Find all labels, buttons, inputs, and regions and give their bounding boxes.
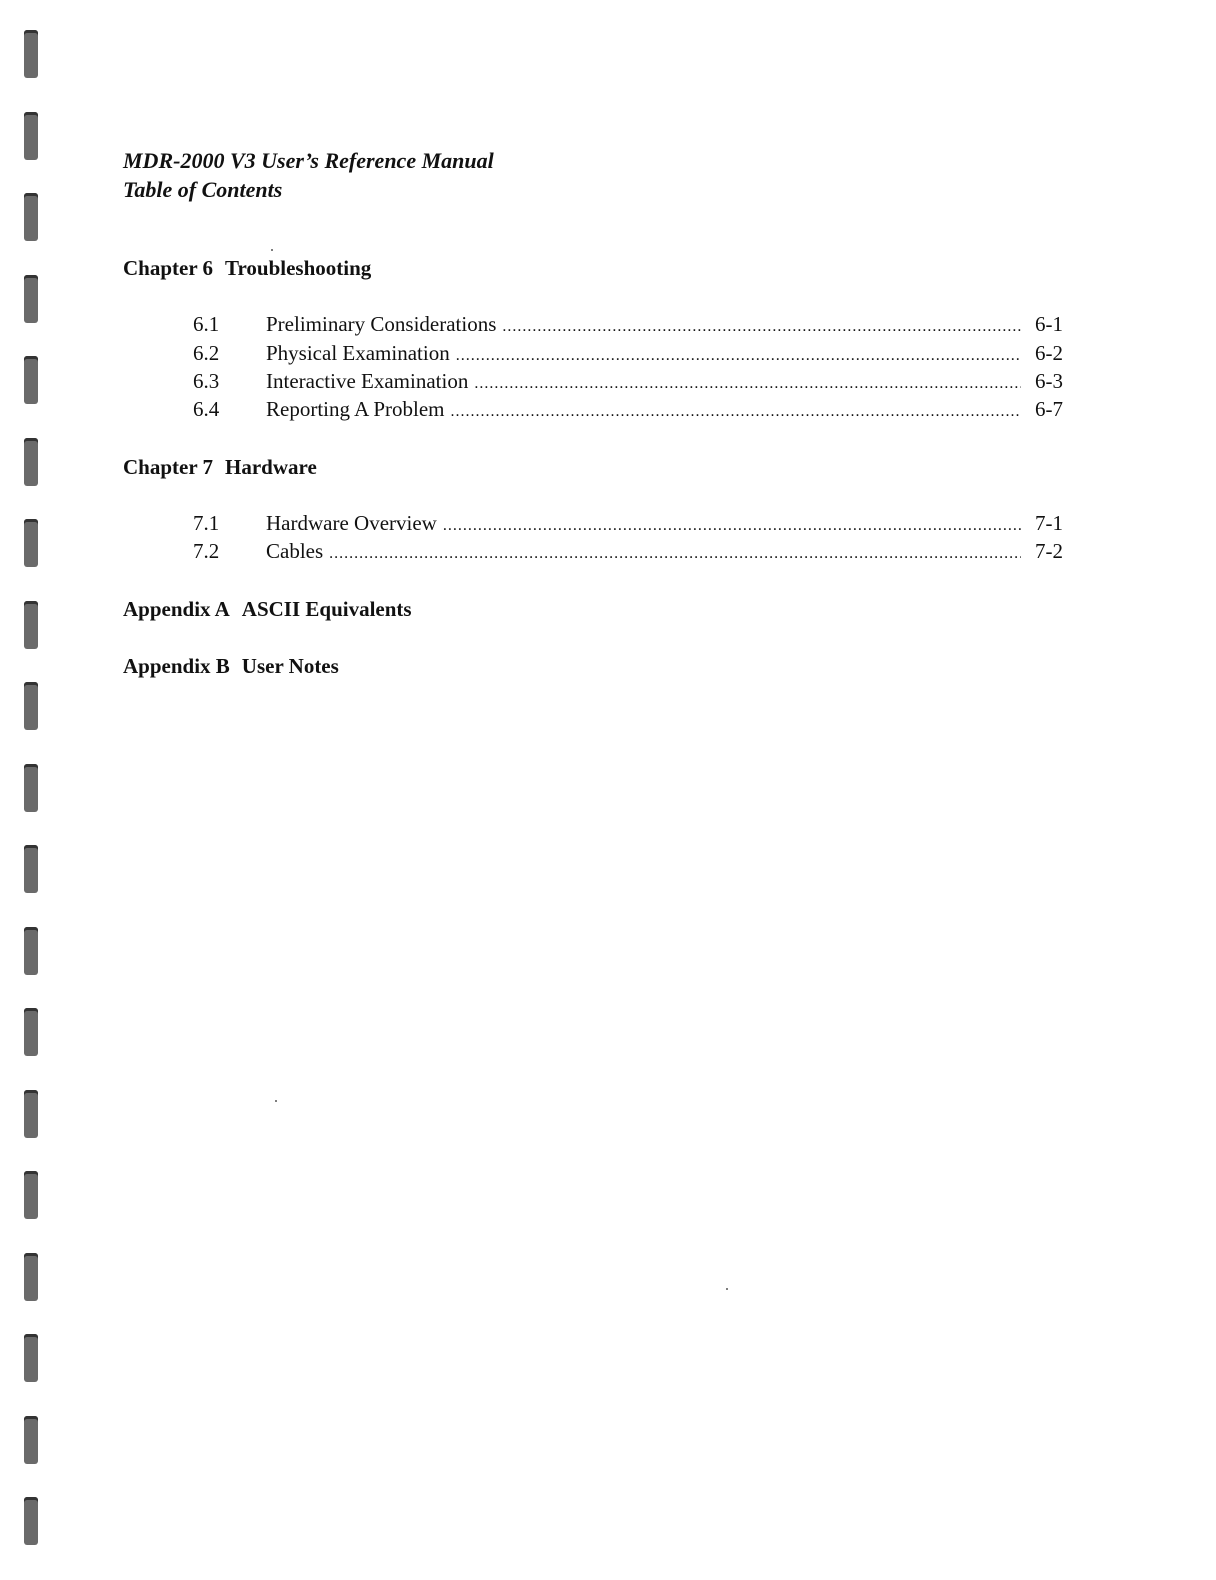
toc-title: Table of Contents [123,177,283,202]
binding-hole [24,1008,38,1056]
page-number: 6-3 [1035,369,1063,393]
binding-hole [24,1171,38,1219]
binding-hole [24,1334,38,1382]
page-number: 6-7 [1035,397,1063,421]
section-title: Cables [266,539,324,563]
binding-hole [24,764,38,812]
appendix-title: ASCII Equivalents [241,597,412,621]
binding-hole [24,1253,38,1301]
scan-speck [726,1288,728,1290]
section-title: Preliminary Considerations [266,312,497,336]
binding-hole [24,275,38,323]
toc-entry[interactable] [193,341,1063,369]
section-title: Interactive Examination [266,369,469,393]
section-title: Reporting A Problem [266,397,445,421]
binding-hole [24,927,38,975]
dot-leader [329,545,1021,563]
binding-hole [24,1090,38,1138]
toc-entry[interactable] [193,511,1063,539]
section-title: Hardware Overview [266,511,437,535]
appendix-title: User Notes [241,654,339,678]
binding-hole [24,845,38,893]
section-number: 7.1 [193,511,220,535]
dot-leader [474,375,1021,393]
chapter-label: Chapter 7 [123,455,214,479]
binding-hole [24,682,38,730]
toc-entry[interactable] [193,539,1063,567]
binding-hole [24,601,38,649]
binding-hole [24,193,38,241]
section-title: Physical Examination [266,341,450,365]
dot-leader [456,347,1021,365]
appendix-heading [123,654,339,679]
document-header [123,146,494,204]
section-number: 6.3 [193,369,220,393]
scan-speck [275,1100,277,1102]
binding-hole [24,1416,38,1464]
appendix-heading [123,597,412,622]
binding-hole [24,30,38,78]
toc-entry[interactable] [193,397,1063,425]
appendix-label: Appendix B [123,654,230,678]
toc-entry[interactable] [193,312,1063,340]
chapter-heading [123,256,371,281]
dot-leader [502,318,1021,336]
section-number: 6.2 [193,341,220,365]
appendix-label: Appendix A [123,597,230,621]
chapter-title: Troubleshooting [225,256,372,280]
dot-leader [451,403,1022,421]
scan-speck [271,249,273,251]
dot-leader [443,517,1021,535]
chapter-label: Chapter 6 [123,256,214,280]
section-number: 7.2 [193,539,220,563]
binding-hole [24,1497,38,1545]
binding-hole [24,112,38,160]
chapter-heading [123,455,317,480]
page-number: 6-2 [1035,341,1063,365]
page-number: 7-2 [1035,539,1063,563]
page-number: 6-1 [1035,312,1063,336]
binding-hole [24,356,38,404]
section-number: 6.1 [193,312,220,336]
section-number: 6.4 [193,397,220,421]
toc-entry[interactable] [193,369,1063,397]
manual-title: MDR-2000 V3 User’s Reference Manual [123,148,494,173]
binding-hole [24,519,38,567]
binding-hole [24,438,38,486]
page-number: 7-1 [1035,511,1063,535]
chapter-title: Hardware [225,455,317,479]
